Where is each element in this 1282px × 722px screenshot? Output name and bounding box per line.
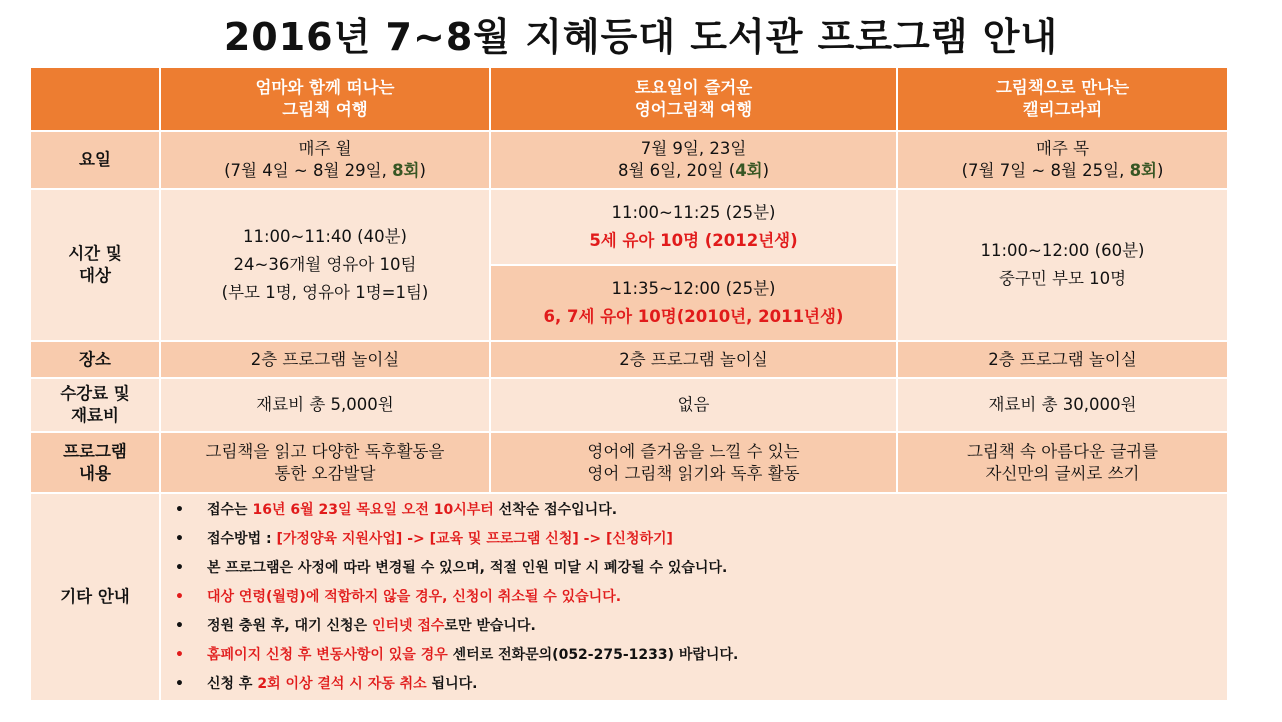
header-corner	[30, 67, 160, 131]
col-header-line2: 영어그림책 여행	[634, 100, 753, 119]
note-text: 본 프로그램은 사정에 따라 변경될 수 있으며, 적절 인원 미달 시 폐강될 수 있습니다.	[207, 559, 728, 576]
note-text: 접수는	[207, 501, 253, 518]
col-header-picturebook-trip	[160, 67, 490, 131]
team-note: (부모 1명, 영유아 1명=1팀)	[221, 283, 429, 302]
bullet-icon: •	[175, 588, 184, 605]
note-text: 됩니다.	[426, 675, 478, 692]
col-header-line1: 그림책으로 만나는	[995, 78, 1130, 97]
time-cell-2b	[490, 265, 897, 341]
place-cell-2: 2층 프로그램 놀이실	[490, 341, 897, 378]
target-group: 중구민 부모 10명	[998, 269, 1127, 288]
note-item	[167, 612, 1221, 641]
bullet-icon: •	[175, 675, 184, 692]
note-emphasis: 2회 이상 결석 시 자동 취소	[257, 675, 427, 692]
time-cell-2a	[490, 189, 897, 265]
content-line2: 영어 그림책 읽기와 독후 활동	[587, 463, 800, 483]
note-emphasis: 16년 6월 23일 목요일 오전 10시부터	[252, 501, 494, 518]
notes-cell	[160, 493, 1228, 701]
bullet-icon: •	[175, 501, 184, 518]
note-emphasis: [가정양육 지원사업] -> [교육 및 프로그램 신청] -> [신청하기]	[276, 530, 673, 547]
row-label-fee	[30, 378, 160, 432]
content-cell-1	[160, 432, 490, 493]
row-etc	[30, 493, 1228, 701]
content-cell-3	[897, 432, 1228, 493]
session-count: 4회	[735, 161, 763, 180]
note-text: 센터로 전화문의(052-275-1233) 바랍니다.	[447, 646, 739, 663]
content-line1: 영어에 즐거움을 느낄 수 있는	[587, 441, 800, 461]
note-item	[167, 583, 1221, 612]
days-line1: 매주 월	[298, 139, 352, 158]
time-range: 11:00~11:40 (40분)	[243, 227, 407, 246]
note-emphasis: 대상 연령(월령)에 적합하지 않을 경우, 신청이 취소될 수 있습니다.	[207, 588, 622, 605]
place-cell-3: 2층 프로그램 놀이실	[897, 341, 1228, 378]
note-text: 접수방법 :	[207, 530, 277, 547]
label-line1: 시간 및	[68, 244, 122, 263]
notes-list	[167, 496, 1221, 699]
content-cell-2	[490, 432, 897, 493]
row-label-content	[30, 432, 160, 493]
header-row	[30, 67, 1228, 131]
session-count: 8회	[392, 161, 420, 180]
time-range: 11:00~11:25 (25분)	[611, 203, 776, 222]
label-line2: 대상	[79, 266, 111, 285]
program-table	[29, 66, 1229, 702]
days-cell-1	[160, 131, 490, 189]
place-cell-1: 2층 프로그램 놀이실	[160, 341, 490, 378]
close-paren: )	[762, 161, 770, 180]
close-paren: )	[1156, 161, 1164, 180]
note-item	[167, 525, 1221, 554]
days-line1: 7월 9일, 23일	[640, 139, 747, 158]
note-item	[167, 496, 1221, 525]
page-title: 2016년 7~8월 지혜등대 도서관 프로그램 안내	[223, 15, 1059, 59]
time-range: 11:00~12:00 (60분)	[980, 241, 1145, 260]
target-group: 24~36개월 영유아 10팀	[233, 255, 417, 274]
row-label-place: 장소	[30, 341, 160, 378]
note-item	[167, 641, 1221, 670]
bullet-icon: •	[175, 559, 184, 576]
days-line1: 매주 목	[1035, 139, 1090, 158]
days-range: (7월 7일 ~ 8월 25일,	[961, 161, 1130, 180]
content-line2: 자신만의 글씨로 쓰기	[985, 463, 1140, 483]
fee-cell-1: 재료비 총 5,000원	[160, 378, 490, 432]
note-item	[167, 670, 1221, 699]
label-line2: 재료비	[71, 406, 119, 425]
time-cell-1	[160, 189, 490, 341]
bullet-icon: •	[175, 617, 184, 634]
label-line1: 수강료 및	[60, 384, 130, 403]
days-line2	[497, 160, 890, 182]
col-header-calligraphy	[897, 67, 1228, 131]
days-cell-2	[490, 131, 897, 189]
col-header-line1: 엄마와 함께 떠나는	[255, 78, 395, 97]
days-line2	[167, 160, 483, 182]
row-label-etc: 기타 안내	[30, 493, 160, 701]
row-label-days: 요일	[30, 131, 160, 189]
content-line2: 통한 오감발달	[274, 463, 376, 483]
time-cell-3	[897, 189, 1228, 341]
note-emphasis: 홈페이지 신청 후 변동사항이 있을 경우	[207, 646, 448, 663]
note-text: 정원 충원 후, 대기 신청은	[207, 617, 372, 634]
note-text: 신청 후	[207, 675, 258, 692]
target-group: 5세 유아 10명 (2012년생)	[589, 231, 798, 250]
days-cell-3	[897, 131, 1228, 189]
row-label-time	[30, 189, 160, 341]
note-emphasis: 인터넷 접수	[371, 617, 445, 634]
days-range: (7월 4일 ~ 8월 29일,	[224, 161, 393, 180]
row-place	[30, 341, 1228, 378]
row-content	[30, 432, 1228, 493]
time-range: 11:35~12:00 (25분)	[611, 279, 776, 298]
row-fee	[30, 378, 1228, 432]
bullet-icon: •	[175, 646, 184, 663]
note-text: 선착순 접수입니다.	[493, 501, 618, 518]
label-line2: 내용	[79, 463, 111, 483]
col-header-english-picturebook	[490, 67, 897, 131]
days-range: 8월 6일, 20일 (	[617, 161, 736, 180]
close-paren: )	[419, 161, 426, 180]
row-days	[30, 131, 1228, 189]
note-item	[167, 554, 1221, 583]
fee-cell-2: 없음	[490, 378, 897, 432]
fee-cell-3: 재료비 총 30,000원	[897, 378, 1228, 432]
col-header-line2: 캘리그라피	[1022, 100, 1103, 119]
col-header-line1: 토요일이 즐거운	[634, 78, 753, 97]
session-count: 8회	[1129, 161, 1157, 180]
content-line1: 그림책을 읽고 다양한 독후활동을	[205, 441, 445, 461]
days-line2	[904, 160, 1221, 182]
label-line1: 프로그램	[63, 441, 127, 461]
row-time-a	[30, 189, 1228, 265]
col-header-line2: 그림책 여행	[282, 100, 368, 119]
note-text: 로만 받습니다.	[444, 617, 536, 634]
content-line1: 그림책 속 아름다운 글귀를	[966, 441, 1159, 461]
target-group: 6, 7세 유아 10명(2010년, 2011년생)	[543, 307, 844, 326]
bullet-icon: •	[175, 530, 184, 547]
